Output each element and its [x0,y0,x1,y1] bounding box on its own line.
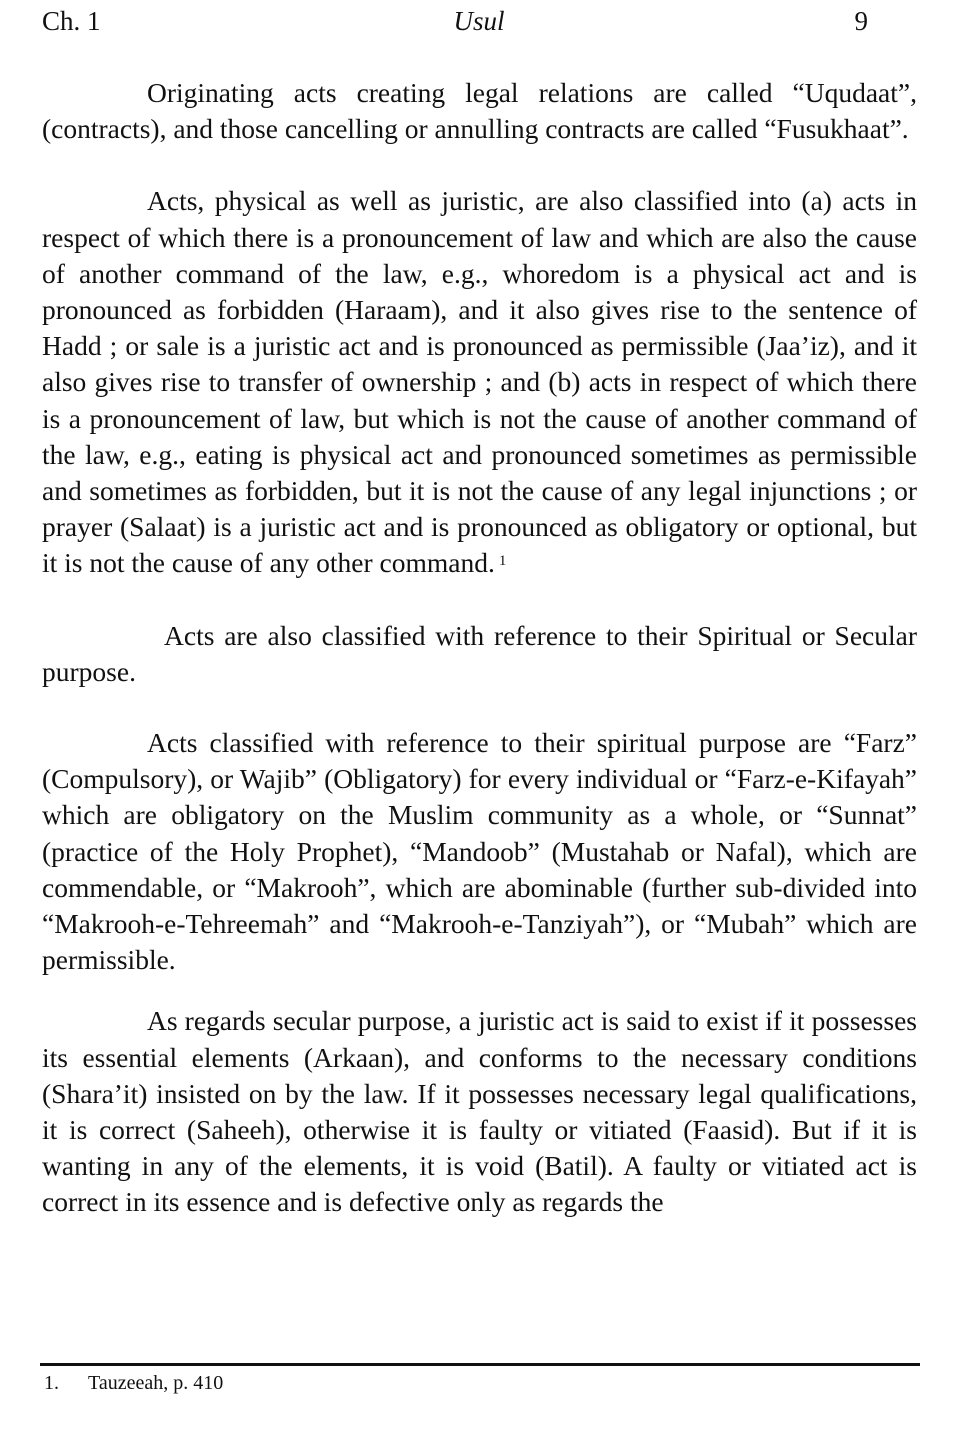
paragraph-spiritual-purpose: Acts classified with reference to their spiritual purpose are “Farz” (Compulsory), or Wajib” (Obligatory) for every individual or “Farz-e-Kifayah” which are obligatory on the Muslim community as a whole, or “Sunnat” (practice of the Holy Prophet), “Mandoob” (Mustahab or Nafal), which are commendable, or “Makrooh”, which are abominable (further sub-divided into “Makrooh-e-Tehreemah” and “Makrooh-e-Tanziyah”), or “Mubah” which are permissible. [42,727,917,976]
footnote-text: Tauzeeah, p. 410 [88,1372,224,1394]
paragraph-contracts: Originating acts creating legal relations are called “Uqudaat”, (contracts), and those cancelling or annulling contracts are called “Fusukhaat”. [42,77,917,145]
chapter-label: Ch. 1 [42,6,101,36]
footnote [44,1372,223,1395]
footnote-divider [40,1363,920,1366]
running-title: Usul [453,6,505,36]
footnote-number: 1. [44,1372,59,1394]
running-header [42,6,916,38]
footnote-reference: 1 [498,553,507,570]
paragraph-acts-classification-text: Acts, physical as well as juristic, are also classified into (a) acts in respect of which there is a pronouncement of law and which are also the cause of another command of the law, e.g., whoredom is a physical act and is pronounced as forbidden (Haraam), and it also gives rise to the sentence of Hadd ; or sale is a juristic act and is pronounced as permissible (Jaa’iz), and it also gives rise to transfer of ownership ; and (b) acts in respect of which there is a pronouncement of law, but which is not the cause of another command of the law, e.g., eating is physical act and pronounced sometimes as permissible and sometimes as forbidden, but it is not the cause of any legal injunctions ; or prayer (Salaat) is a juristic act and is pronounced as obligatory or optional, but it is not the cause of any other command. [42,185,917,579]
page-number: 9 [854,6,868,36]
body-text [42,75,917,1221]
paragraph-secular-purpose: As regards secular purpose, a juristic act is said to exist if it possesses its essential elements (Arkaan), and conforms to the necessary conditions (Shara’it) insisted on by the law. If it possesses necessary legal qualifications, it is correct (Saheeh), otherwise it is faulty or vitiated (Faasid). But if it is wanting in any of the elements, it is void (Batil). A faulty or vitiated act is correct in its essence and is defective only as regards the [42,1005,917,1218]
paragraph-acts-classification [42,183,917,581]
paragraph-purpose: Acts are also classified with reference to their Spiritual or Secular purpose. [42,619,917,687]
